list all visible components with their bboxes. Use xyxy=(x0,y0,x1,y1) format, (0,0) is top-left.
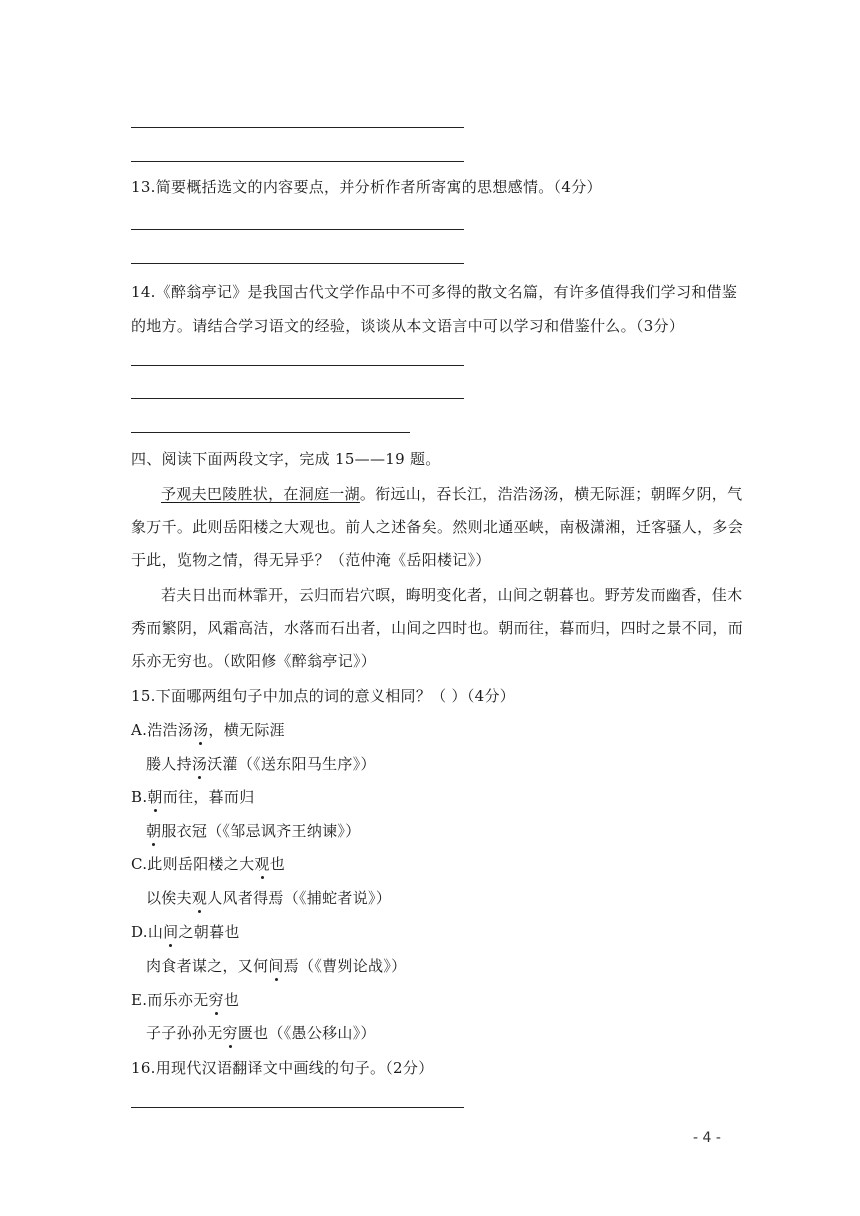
option-text: ，横无际涯 xyxy=(208,721,285,739)
option-text: B. xyxy=(131,788,148,806)
option-text: A.浩浩汤 xyxy=(131,721,194,739)
dotted-word: 汤 xyxy=(191,755,208,773)
passage-2-line-1: 若夫日出而林霏开，云归而岩穴暝，晦明变化者，山间之朝暮也。野芳发而幽香，佳木 xyxy=(161,586,743,604)
passage-1-line-2: 象万千。此则岳阳楼之大观也。前人之述备矣。然则北通巫峡，南极潇湘，迁客骚人，多会 xyxy=(131,518,744,536)
dotted-word: 汤 xyxy=(193,721,209,739)
question-14-line-1: 14.《醉翁亭记》是我国古代文学作品中不可多得的散文名篇，有许多值得我们学习和借鉴 xyxy=(131,283,738,301)
option-e-sentence-2 xyxy=(146,1022,376,1044)
option-text: 子子孙孙无 xyxy=(146,1024,223,1042)
answer-line[interactable] xyxy=(131,1107,464,1108)
answer-line[interactable] xyxy=(131,127,464,128)
option-text: 人风者得焉（《捕蛇者说》） xyxy=(207,889,392,907)
option-text: 以俟夫 xyxy=(146,889,192,907)
option-c-sentence-1 xyxy=(131,853,285,875)
option-text: 也 xyxy=(223,991,240,1009)
passage-1-line-3: 于此，览物之情，得无异乎？（范仲淹《岳阳楼记》） xyxy=(131,551,491,569)
answer-line[interactable] xyxy=(131,365,464,366)
answer-line[interactable] xyxy=(131,229,464,230)
option-e-sentence-1 xyxy=(131,989,239,1011)
option-text: 也 xyxy=(269,855,286,873)
option-c-sentence-2 xyxy=(146,887,391,909)
option-a-sentence-1 xyxy=(131,719,285,741)
option-text: E.而乐亦无 xyxy=(131,991,209,1009)
option-d-sentence-2 xyxy=(146,955,406,977)
dotted-word: 穷 xyxy=(222,1024,238,1042)
option-text: 肉食者谋之，又何 xyxy=(146,957,269,975)
section-heading: 四、阅读下面两段文字，完成 15——19 题。 xyxy=(131,450,441,468)
dotted-word: 观 xyxy=(191,889,208,907)
option-text: 焉（《曹刿论战》） xyxy=(283,957,407,975)
dotted-word: 间 xyxy=(163,923,179,941)
option-text: D.山 xyxy=(131,923,164,941)
option-d-sentence-1 xyxy=(131,921,240,943)
passage-2-line-2: 秀而繁阴，风霜高洁，水落而石出者，山间之四时也。朝而往，暮而归，四时之景不同，而 xyxy=(131,619,744,637)
dotted-word: 观 xyxy=(254,855,270,873)
page-number: - 4 - xyxy=(693,1130,721,1146)
question-15: 15.下面哪两组句子中加点的词的意义相同？（ ）（4分） xyxy=(131,687,516,705)
option-text: 沃灌（《送东阳马生序》） xyxy=(207,755,376,773)
passage-text: 。衔远山，吞长江，浩浩汤汤，横无际涯；朝晖夕阴，气 xyxy=(359,485,743,503)
question-13: 13.简要概括选文的内容要点，并分析作者所寄寓的思想感情。（4分） xyxy=(131,178,602,196)
underlined-sentence: 予观夫巴陵胜状，在洞庭一湖 xyxy=(161,485,360,503)
option-text: 匮也（《愚公移山》） xyxy=(237,1024,376,1042)
passage-1-line-1 xyxy=(161,483,742,505)
dotted-word: 间 xyxy=(268,957,284,975)
option-text: C.此则岳阳楼之大 xyxy=(131,855,255,873)
option-a-sentence-2 xyxy=(146,753,376,775)
passage-2-line-3: 乐亦无穷也。（欧阳修《醉翁亭记》） xyxy=(131,652,377,670)
option-b-sentence-2 xyxy=(146,820,361,842)
question-16: 16.用现代汉语翻译文中画线的句子。（2分） xyxy=(131,1059,434,1077)
option-b-sentence-1 xyxy=(131,786,255,808)
option-text: 之朝暮也 xyxy=(178,923,240,941)
dotted-word: 穷 xyxy=(208,991,224,1009)
answer-line[interactable] xyxy=(131,432,410,433)
answer-line[interactable] xyxy=(131,161,464,162)
dotted-word: 朝 xyxy=(147,788,163,806)
answer-line[interactable] xyxy=(131,263,464,264)
option-text: 媵人持 xyxy=(146,755,192,773)
option-text: 服衣冠（《邹忌讽齐王纳谏》） xyxy=(161,822,361,840)
answer-line[interactable] xyxy=(131,398,464,399)
option-text: 而往，暮而归 xyxy=(162,788,255,806)
dotted-word: 朝 xyxy=(146,822,162,840)
question-14-line-2: 的地方。请结合学习语文的经验，谈谈从本文语言中可以学习和借鉴什么。（3分） xyxy=(131,317,685,335)
